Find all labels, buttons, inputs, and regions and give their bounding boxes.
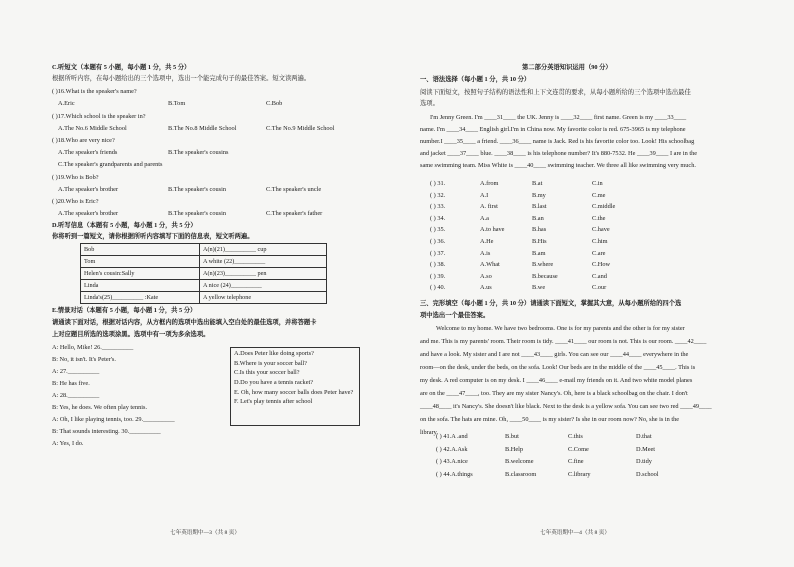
- grammar-question-number: ( ) 37.: [430, 249, 446, 257]
- grammar-option: B.last: [532, 203, 547, 211]
- table-row: [81, 268, 327, 280]
- dialog-line: A: 28.__________: [52, 392, 100, 399]
- dialog-line: B: Yes, he does. We often play tennis.: [52, 404, 148, 411]
- cloze-question: ( ) 41.A .and: [436, 433, 468, 440]
- cloze-option: C.this: [568, 433, 583, 440]
- q20-option-c: C.The speaker's father: [266, 210, 323, 217]
- passage-line: I'm Jenny Green. I'm ____31____ the UK. Jenny is ____32____ first name. Green is my ____33____: [430, 114, 687, 121]
- grammar-question-number: ( ) 31.: [430, 180, 446, 187]
- cloze-line: Welcome to my home. We have two bedrooms. One is for my parents and the other is for my sister: [436, 325, 685, 332]
- grammar-option: C.middle: [592, 203, 616, 211]
- passage-line: and jacket ____37____ blue. ____38____ is his telephone number? It's 880-7532. He ____39____ I are in the: [420, 150, 698, 157]
- grammar-option: C.are: [592, 249, 606, 257]
- cloze-option: B.but: [505, 433, 519, 440]
- cloze-option: D.that: [636, 433, 652, 440]
- grammar-question-number: ( ) 40.: [430, 284, 446, 292]
- left-page-footer: 七年英语期中—3（共 8 页）: [170, 530, 240, 536]
- grammar-option: B.where: [532, 261, 554, 269]
- section-one-title: 一、语法选择（每小题 1 分，共 10 分）: [420, 76, 531, 83]
- grammar-option: B.my: [532, 191, 546, 199]
- info-table: [80, 243, 327, 304]
- cloze-option: B.classroom: [505, 470, 537, 478]
- table-cell: A nice (24)__________: [200, 280, 327, 292]
- cloze-option: D.school: [636, 470, 659, 478]
- option-item: F. Let's play tennis after school: [234, 398, 313, 406]
- grammar-option: A.is: [480, 249, 491, 257]
- q20-option-b: B.The speaker's cousin: [168, 210, 226, 217]
- grammar-option: A.a: [480, 214, 489, 222]
- table-row: [81, 244, 327, 256]
- section-three-title: 三、完形填空（每小题 1 分，共 10 分）请通读下面短文，掌握其大意，从每小题所给的四个选: [420, 300, 682, 307]
- table-cell: A(n)(23)__________ pen: [200, 268, 327, 280]
- q20-option-a: A.The speaker's brother: [58, 210, 119, 217]
- q18-option-b: B.The speaker's cousins: [168, 149, 229, 156]
- cloze-option: C.Come: [568, 445, 589, 453]
- grammar-option: B.at: [532, 180, 543, 187]
- q19-option-a: A.The speaker's brother: [58, 186, 119, 193]
- table-cell: Linda's(25)__________ :Kate: [81, 292, 200, 304]
- cloze-line: are on the ____47____, too. They are my sister Nancy's. Oh, here is a black schoolbag on the chair. I don't: [420, 390, 688, 397]
- cloze-option: C.fine: [568, 458, 584, 465]
- section-d-instruction: 你将听到一篇短文，请你根据所听内容填写下面的信息表，短文听两遍。: [52, 233, 254, 240]
- section-three-instruction: 项中选出一个最佳答案。: [420, 312, 490, 319]
- question-17: ( )17.Which school is the speaker in?: [52, 113, 146, 120]
- section-c-instruction: 根据所听内容，在每小题给出的三个选项中，选出一个能完成句子的最佳答案。短文读两遍。: [52, 75, 311, 82]
- cloze-line: my desk. A red computer is on my desk. I ____46____ e-mail my friends on it. And two white model planes: [420, 377, 693, 384]
- grammar-option: C.and: [592, 272, 607, 280]
- grammar-question-number: ( ) 38.: [430, 261, 446, 269]
- option-item: E. Oh, how many soccer balls does Peter have?: [234, 388, 354, 396]
- cloze-line: ____48____ it's Nancy's. She doesn't like black. Next to the desk is a yellow sofa. You can see two red ____49____: [420, 403, 712, 410]
- grammar-option: A.What: [480, 261, 500, 269]
- table-cell: A yellow telephone: [200, 292, 327, 304]
- cloze-line: and have a look. My sister and I are not ____43____ girls. You can see our ____44____ everywhere in the: [420, 351, 689, 358]
- cloze-option: B.welcome: [505, 458, 534, 465]
- dialog-line: B: He has five.: [52, 380, 90, 387]
- section-d-title: D.听写信息（本题有 5 小题，每小题 1 分，共 5 分）: [52, 222, 197, 229]
- cloze-line: room—on the desk, under the beds, on the sofa. Look! Our beds are in the middle of the ____45____. This is: [420, 364, 696, 371]
- table-row: [81, 292, 327, 304]
- grammar-question-number: ( ) 35.: [430, 226, 446, 234]
- section-e-title: E.情景对话（本题有 5 小题，每小题 1 分，共 5 分）: [52, 307, 197, 314]
- cloze-question: ( ) 44.A.things: [436, 470, 473, 478]
- grammar-option: C.me: [592, 191, 606, 199]
- grammar-question-number: ( ) 39.: [430, 272, 446, 280]
- option-item: A.Does Peter like doing sports?: [234, 350, 314, 357]
- grammar-option: A.to have: [480, 226, 505, 234]
- grammar-option: B.we: [532, 284, 546, 292]
- option-item: B.Where is your soccer ball?: [234, 359, 307, 367]
- grammar-option: A.so: [480, 272, 492, 280]
- question-16: ( )16.What is the speaker's name?: [52, 88, 137, 95]
- grammar-option: C.him: [592, 238, 608, 245]
- grammar-option: B.His: [532, 238, 547, 245]
- question-19: ( )19.Who is Bob?: [52, 174, 99, 181]
- q19-option-c: C.The speaker's uncle: [266, 186, 322, 193]
- table-row: [81, 256, 327, 268]
- grammar-question-number: ( ) 32.: [430, 191, 446, 199]
- table-cell: A white (22)__________: [200, 256, 327, 268]
- cloze-option: B.Help: [505, 445, 524, 453]
- table-row: [81, 280, 327, 292]
- cloze-option: C.library: [568, 470, 591, 478]
- question-18: ( )18.Who are very nice?: [52, 137, 115, 144]
- table-cell: Linda: [81, 280, 200, 292]
- grammar-question-number: ( ) 36.: [430, 238, 446, 245]
- question-20: ( )20.Who is Eric?: [52, 198, 99, 205]
- grammar-option: A.He: [480, 238, 494, 245]
- right-page-footer: 七年英语期中—4（共 8 页）: [540, 530, 610, 536]
- grammar-option: B.has: [532, 226, 547, 234]
- grammar-option: A. first: [480, 203, 498, 211]
- cloze-line: and me. This is my parents' room. Their room is tidy. ____41____ our room is not. This is our room. ____42____: [420, 338, 707, 345]
- section-c-title: C.听短文（本题有 5 小题，每小题 1 分，共 5 分）: [52, 64, 191, 71]
- q16-option-a: A.Eric: [58, 100, 75, 107]
- grammar-option: B.an: [532, 214, 544, 222]
- grammar-option: C.in: [592, 180, 603, 187]
- q16-option-c: C.Bob: [266, 100, 283, 107]
- q17-option-b: B.The No.8 Middle School: [168, 125, 237, 132]
- cloze-option: D.tidy: [636, 458, 652, 465]
- section-e-instruction-1: 请通读下面对话，根据对话内容，从方框内的选项中选出能填入空白处的最佳选项，并将答题卡: [52, 319, 317, 326]
- q17-option-a: A.The No.6 Middle School: [58, 125, 127, 132]
- cloze-question: ( ) 43.A.nice: [436, 458, 468, 465]
- table-cell: A(n)(21)__________ cup: [200, 244, 327, 256]
- grammar-option: A.I: [480, 191, 489, 199]
- section-one-instruction-2: 选项。: [420, 100, 439, 107]
- options-box: [230, 347, 360, 426]
- grammar-option: C.our: [592, 284, 607, 292]
- dialog-line: B: That sounds interesting. 30.__________: [52, 428, 161, 435]
- option-item: C.Is this your soccer ball?: [234, 369, 300, 377]
- passage-line: same swimming team. Miss White is ____40____ swimming teacher. We three all like swimming very much.: [420, 162, 696, 169]
- section-one-instruction-1: 阅读下面短文，按照句子结构的语法性和上下文连贯的要求，从每小题所给的三个选项中选出最佳: [420, 89, 691, 96]
- dialog-line: A: Oh, I like playing tennis, too. 29.__________: [52, 416, 175, 423]
- dialog-line: B: No, it isn't. It's Peter's.: [52, 356, 116, 363]
- grammar-option: B.am: [532, 249, 546, 257]
- cloze-line: library.: [420, 429, 438, 436]
- grammar-question-number: ( ) 34.: [430, 214, 446, 222]
- grammar-option: B.because: [532, 272, 558, 280]
- passage-line: name. I'm ____34____ English girl.I'm in China now. My favorite color is red. 675-3965 is my telephone: [420, 126, 686, 133]
- passage-line: number.I ____35____ a friend. ____36____ name is Jack. Red is his favorite color too. Look! His schoolbag: [420, 138, 695, 145]
- option-item: D.Do you have a tennis racket?: [234, 378, 314, 386]
- table-cell: Helen's cousin:Sally: [81, 268, 200, 280]
- grammar-option: A.from: [480, 180, 499, 187]
- q16-option-b: B.Tom: [168, 100, 186, 107]
- q17-option-c: C.The No.9 Middle School: [266, 125, 335, 132]
- q19-option-b: B.The speaker's cousin: [168, 186, 226, 193]
- cloze-option: D.Meet: [636, 445, 656, 453]
- q18-option-a: A.The speaker's friends: [58, 149, 118, 156]
- grammar-option: A.us: [480, 284, 492, 292]
- part-title: 第二部分英语知识运用（90 分）: [522, 64, 612, 71]
- cloze-question: ( ) 42.A.Ask: [436, 445, 468, 453]
- section-e-instruction-2: 上对应题目所选的选项涂黑。选项中有一项为多余选项。: [52, 331, 210, 338]
- table-cell: Tom: [81, 256, 200, 268]
- dialog-line: A: Hello, Mike! 26.__________: [52, 344, 134, 351]
- grammar-option: C.the: [592, 214, 606, 222]
- cloze-line: on the sofa. The hats are mine. Oh, ____50____ is my sister? Is she in our room now? No, she is in the: [420, 416, 680, 423]
- dialog-line: A: 27.__________: [52, 368, 100, 375]
- table-cell: Bob: [81, 244, 200, 256]
- grammar-question-number: ( ) 33.: [430, 203, 446, 211]
- grammar-option: C.How: [592, 261, 611, 269]
- dialog-line: A: Yes, I do.: [52, 440, 84, 447]
- grammar-option: C.have: [592, 226, 610, 234]
- q18-option-c: C.The speaker's grandparents and parents: [58, 161, 163, 168]
